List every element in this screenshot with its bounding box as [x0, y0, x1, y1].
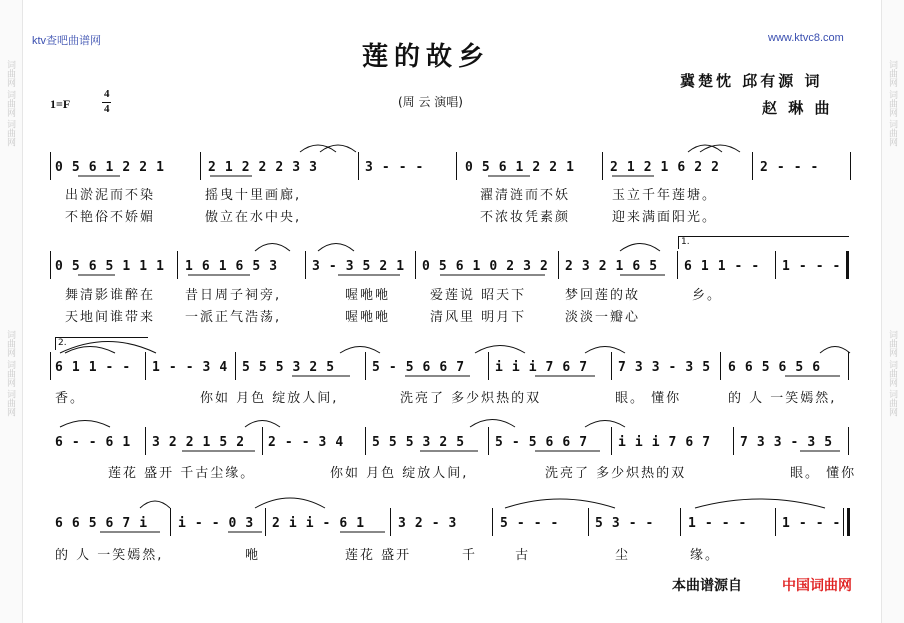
lyric-line: 不浓妆凭素颜	[480, 210, 571, 225]
measure-notes: 2 1 2 2 2 3 3	[208, 160, 318, 175]
measure-notes: 3 - - -	[365, 160, 424, 175]
measure-notes: 3 - 3 5 2 1	[312, 259, 405, 274]
measure-notes: 5 - 5 6 6 7	[372, 360, 465, 375]
measure-notes: 3 2 - 3	[398, 516, 457, 531]
source-link[interactable]: 中国词曲网	[782, 578, 852, 594]
lyric-line: 一派正气浩荡,	[185, 310, 282, 325]
measure-notes: 2 3 2 1 6 5	[565, 259, 658, 274]
lyric-line: 眼。 懂你	[615, 391, 682, 406]
lyric-line: 乡。	[692, 288, 723, 303]
lyric-line: 香。	[55, 391, 86, 406]
lyric-line: 出淤泥而不染	[65, 188, 156, 203]
lyric-line: 爱莲说 昭天下	[430, 288, 527, 303]
lyric-line: 天地间谁带来	[65, 310, 156, 325]
watermark-text: 词曲网 词曲网 词曲网	[887, 330, 897, 417]
measure-notes: i - - 0 3	[178, 516, 254, 531]
lyric-line: 你如 月色 绽放人间,	[330, 466, 469, 481]
measure-notes: 0 5 6 5 1 1 1	[55, 259, 165, 274]
measure-notes: 1 - - -	[782, 516, 841, 531]
watermark-text: 词曲网 词曲网 词曲网	[5, 60, 15, 147]
lyric-line: 的 人 一笑嫣然,	[55, 548, 164, 563]
lyric-line: 清风里 明月下	[430, 310, 527, 325]
watermark-text: 词曲网 词曲网 词曲网	[887, 60, 897, 147]
measure-notes: 1 - - -	[688, 516, 747, 531]
lyric-line: 缘。	[690, 548, 721, 563]
lyric-line: 洗亮了 多少炽热的双	[400, 391, 542, 406]
lyric-line: 濯清涟而不妖	[480, 188, 571, 203]
song-title: 莲的故乡	[362, 42, 491, 72]
measure-notes: 5 - - -	[500, 516, 559, 531]
measure-notes: 7 3 3 - 3 5	[740, 435, 833, 450]
measure-notes: 1 - - -	[782, 259, 841, 274]
measure-notes: i i i 7 6 7	[495, 360, 588, 375]
lyric-line: 梦回莲的故	[565, 288, 641, 303]
measure-notes: 5 5 5 3 2 5	[372, 435, 465, 450]
lyric-line: 喔咃咃	[345, 288, 391, 303]
lyric-line: 傲立在水中央,	[205, 210, 302, 225]
measure-notes: 2 1 2 1 6 2 2	[610, 160, 720, 175]
lyric-line: 摇曳十里画廊,	[205, 188, 302, 203]
lyric-line: 莲花 盛开	[345, 548, 412, 563]
lyric-line: 舞清影谁醉在	[65, 288, 156, 303]
measure-notes: 6 6 5 6 5 6	[728, 360, 821, 375]
measure-notes: 0 5 6 1 2 2 1	[465, 160, 575, 175]
measure-notes: 5 3 - -	[595, 516, 654, 531]
source-label: 本曲谱源自	[672, 578, 742, 594]
measure-notes: 7 3 3 - 3 5	[618, 360, 711, 375]
watermark-text: 词曲网 词曲网 词曲网	[5, 330, 15, 417]
lyric-line: 昔日周子祠旁,	[185, 288, 282, 303]
lyricist-credit: 冀楚忱 邱有源 词	[680, 72, 823, 90]
measure-notes: 6 - - 6 1	[55, 435, 131, 450]
performer: (周 云 演唱)	[398, 95, 463, 109]
site-left-link[interactable]: ktv查吧曲谱网	[32, 35, 102, 47]
measure-notes: 1 - - 3 4	[152, 360, 228, 375]
lyric-line: 莲花 盛开 千古尘缘。	[108, 466, 256, 481]
volta-second-ending: 2.	[55, 337, 148, 350]
measure-notes: 3 2 2 1 5 2	[152, 435, 245, 450]
lyric-line: 不艳俗不娇媚	[65, 210, 156, 225]
lyric-line: 咃	[245, 548, 261, 563]
lyric-line: 喔咃咃	[345, 310, 391, 325]
time-signature-bottom: 4	[104, 103, 110, 115]
measure-notes: 5 5 5 3 2 5	[242, 360, 335, 375]
lyric-line: 迎来满面阳光。	[612, 210, 718, 225]
measure-notes: 2 - - -	[760, 160, 819, 175]
measure-notes: 2 - - 3 4	[268, 435, 344, 450]
lyric-line: 玉立千年莲塘。	[612, 188, 718, 203]
measure-notes: i i i 7 6 7	[618, 435, 711, 450]
measure-notes: 2 i i - 6 1	[272, 516, 365, 531]
lyric-line: 你如 月色 绽放人间,	[200, 391, 339, 406]
key-signature: 1=F	[50, 97, 71, 111]
time-signature-top: 4	[104, 88, 110, 100]
lyric-line: 眼。 懂你	[790, 466, 857, 481]
lyric-line: 千 古	[462, 548, 547, 563]
measure-notes: 0 5 6 1 0 2 3 2	[422, 259, 549, 274]
measure-notes: 1 6 1 6 5 3	[185, 259, 278, 274]
volta-first-ending: 1.	[678, 236, 849, 249]
measure-notes: 6 6 5 6 7 i	[55, 516, 148, 531]
measure-notes: 5 - 5 6 6 7	[495, 435, 588, 450]
measure-notes: 6 1 1 - -	[55, 360, 131, 375]
measure-notes: 6 1 1 - -	[684, 259, 760, 274]
composer-credit: 赵 琳 曲	[762, 99, 833, 117]
lyric-line: 洗亮了 多少炽热的双	[545, 466, 687, 481]
site-right-link[interactable]: www.ktvc8.com	[768, 32, 844, 44]
lyric-line: 的 人 一笑嫣然,	[728, 391, 837, 406]
lyric-line: 淡淡一瓣心	[565, 310, 641, 325]
lyric-line: 尘	[615, 548, 631, 563]
measure-notes: 0 5 6 1 2 2 1	[55, 160, 165, 175]
